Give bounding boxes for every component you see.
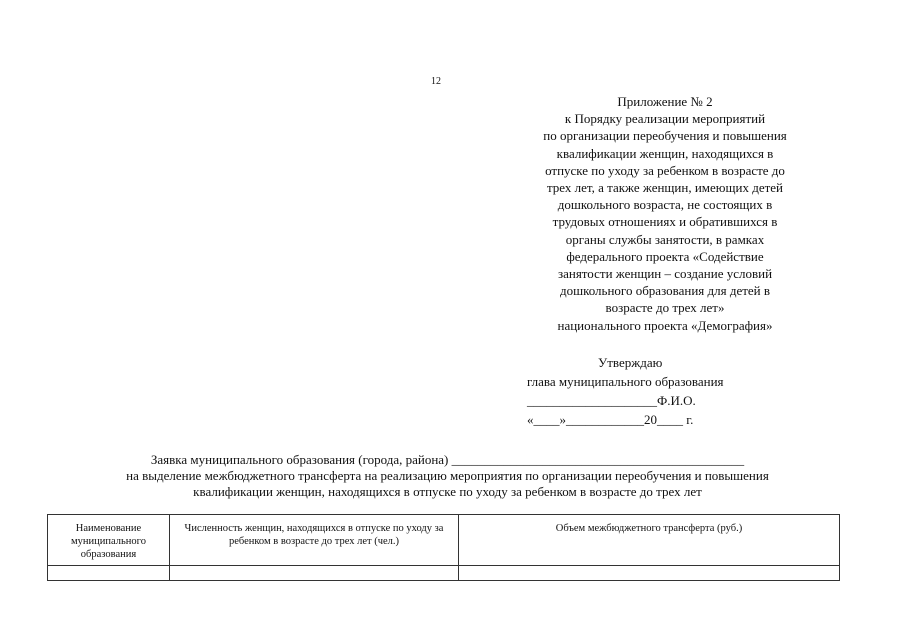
appendix-line: трех лет, а также женщин, имеющих детей <box>546 180 784 196</box>
table-header-row <box>48 515 840 566</box>
transfer-table <box>47 514 840 581</box>
appendix-line: возрасте до трех лет» <box>605 300 725 316</box>
appendix-line: дошкольного возраста, не состоящих в <box>557 197 773 213</box>
appendix-line: отпуске по уходу за ребенком в возрасте до <box>545 162 785 178</box>
appendix-line: к Порядку реализации мероприятий <box>564 111 766 127</box>
request-line: квалификации женщин, находящихся в отпуске по уходу за ребенком в возрасте до трех лет <box>193 484 702 499</box>
table-cell <box>459 566 840 581</box>
page-number: 12 <box>431 76 441 87</box>
request-line: Заявка муниципального образования (города, района) _____________________________________________ <box>150 452 745 467</box>
appendix-line: органы службы занятости, в рамках <box>565 231 765 247</box>
request-heading <box>40 452 855 500</box>
appendix-line: Приложение № 2 <box>617 94 713 109</box>
appendix-line: квалификации женщин, находящихся в <box>556 145 774 161</box>
header-women-count: Численность женщин, находящихся в отпуске по уходу за ребенком в возрасте до трех лет (чел.) <box>170 515 459 566</box>
table-row <box>48 566 840 581</box>
appendix-line: по организации переобучения и повышения <box>543 128 787 144</box>
approval-title: Утверждаю <box>598 355 663 370</box>
appendix-line: дошкольного образования для детей в <box>559 283 771 299</box>
appendix-line: занятости женщин – создание условий <box>557 266 773 282</box>
table-cell <box>48 566 170 581</box>
approval-position: глава муниципального образования <box>527 374 724 389</box>
approval-block <box>527 353 724 429</box>
appendix-line: федерального проекта «Содействие <box>566 248 764 264</box>
header-transfer-amount: Объем межбюджетного трансферта (руб.) <box>459 515 840 566</box>
appendix-line: национального проекта «Демография» <box>557 317 773 333</box>
date-line: «____»____________20____ г. <box>527 412 694 427</box>
table-cell <box>170 566 459 581</box>
request-line: на выделение межбюджетного трансферта на реализацию мероприятия по организации переобучения и повышения <box>126 468 769 483</box>
appendix-block <box>505 93 825 334</box>
header-municipality: Наименование муниципального образования <box>48 515 170 566</box>
signature-line: ____________________Ф.И.О. <box>527 393 696 408</box>
appendix-line: трудовых отношениях и обратившихся в <box>552 214 778 230</box>
